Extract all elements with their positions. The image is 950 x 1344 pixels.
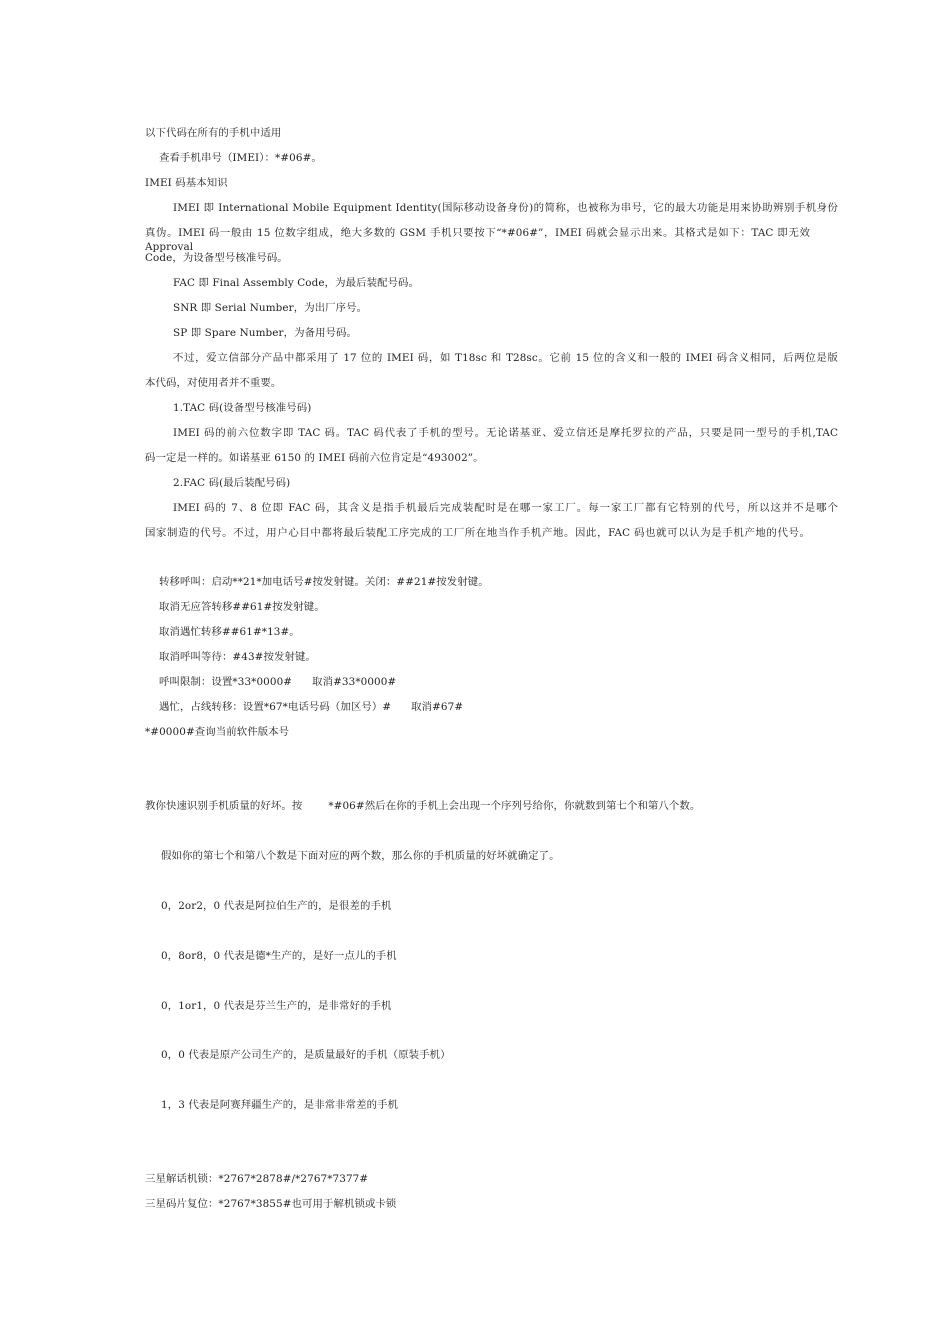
quality-intro: 假如你的第七个和第八个数是下面对应的两个数，那么你的手机质量的好坏就确定了。: [161, 850, 560, 862]
ericsson-note-line-1: 不过，爱立信部分产品中都采用了 17 位的 IMEI 码，如 T18sc 和 T28sc。它前 15 位的含义和一般的 IMEI 码含义相同，后两位是版: [173, 352, 838, 364]
quality-item-3: 0，1or1，0 代表是芬兰生产的，是非常好的手机: [161, 1000, 392, 1012]
quality-item-1: 0，2or2，0 代表是阿拉伯生产的，是很差的手机: [161, 900, 392, 912]
tac-paragraph-line-2: 码一定是一样的。如诺基亚 6150 的 IMEI 码前六位肯定是“493002”。: [145, 452, 484, 464]
busy-forward-set: 遇忙，占线转移：设置*67*电话号码（加区号）#: [159, 701, 392, 713]
doc-header: 以下代码在所有的手机中适用: [145, 127, 282, 139]
call-forward-code: 转移呼叫：启动**21*加电话号#按发射键。关闭：##21#按发射键。: [159, 576, 489, 588]
busy-forward-cancel: 取消#67#: [411, 701, 464, 713]
call-barring-set: 呼叫限制：设置*33*0000#: [159, 676, 293, 688]
tac-paragraph-line-1: IMEI 码的前六位数字即 TAC 码。TAC 码代表了手机的型号。无论诺基亚、爱立信还是摩托罗拉的产品，只要是同一型号的手机,TAC: [173, 427, 838, 439]
imei-definition-line-1: IMEI 即 International Mobile Equipment Identity(国际移动设备身份)的简称，也被称为串号，它的最大功能是用来协助辨别手机身份: [173, 202, 838, 214]
tac-section-title: 1.TAC 码(设备型号核准号码): [173, 402, 312, 414]
cancel-call-waiting-code: 取消呼叫等待：#43#按发射键。: [159, 651, 316, 663]
quality-item-5: 1，3 代表是阿赛拜疆生产的，是非常非常差的手机: [161, 1099, 399, 1111]
ericsson-note-line-2: 本代码，对使用者并不重要。: [145, 377, 282, 389]
call-barring-cancel: 取消#33*0000#: [312, 676, 397, 688]
samsung-reset-code: 三星码片复位：*2767*3855#也可用于解机锁或卡锁: [145, 1198, 397, 1210]
cancel-busy-forward-code: 取消遇忙转移##61#*13#。: [159, 626, 300, 638]
busy-forward-line: [145, 700, 824, 714]
software-version-code: *#0000#查询当前软件版本号: [145, 726, 290, 738]
quality-check-lead: 教你快速识别手机质量的好坏。按: [145, 800, 303, 812]
imei-basics-title: IMEI 码基本知识: [145, 177, 228, 189]
fac-paragraph-line-1: IMEI 码的 7、8 位即 FAC 码，其含义是指手机最后完成装配时是在哪一家工厂。每一家工厂都有它特别的代号，所以这并不是哪个: [173, 502, 838, 514]
snr-definition: SNR 即 Serial Number，为出厂序号。: [173, 302, 368, 314]
quality-check-line: [145, 799, 810, 813]
samsung-unlock-code: 三星解话机锁：*2767*2878#/*2767*7377#: [145, 1173, 369, 1185]
sp-definition: SP 即 Spare Number，为备用号码。: [173, 327, 358, 339]
cancel-noreply-forward-code: 取消无应答转移##61#按发射键。: [159, 601, 325, 613]
imei-query-code: 查看手机串号（IMEI）：*#06#。: [159, 152, 322, 164]
fac-definition: FAC 即 Final Assembly Code，为最后装配号码。: [173, 277, 420, 289]
quality-item-2: 0，8or8，0 代表是德*生产的，是好一点儿的手机: [161, 950, 397, 962]
fac-section-title: 2.FAC 码(最后装配号码): [173, 477, 291, 489]
fac-paragraph-line-2: 国家制造的代号。不过，用户心目中都将最后装配工序完成的工厂所在地当作手机产地。因此，FAC 码也就可以认为是手机产地的代号。: [145, 527, 810, 539]
imei-definition-line-3: Code，为设备型号核准号码。: [145, 252, 288, 264]
call-barring-line: [145, 675, 824, 689]
imei-definition-line-2: 真伪。IMEI 码一般由 15 位数字组成，绝大多数的 GSM 手机只要按下“*#06#”，IMEI 码就会显示出来。其格式是如下：TAC 即无效 Approval: [145, 227, 810, 253]
quality-item-4: 0，0 代表是原产公司生产的，是质量最好的手机（原装手机）: [161, 1049, 451, 1061]
quality-check-instruction: *#06#然后在你的手机上会出现一个序列号给你，你就数到第七个和第八个数。: [328, 800, 701, 812]
